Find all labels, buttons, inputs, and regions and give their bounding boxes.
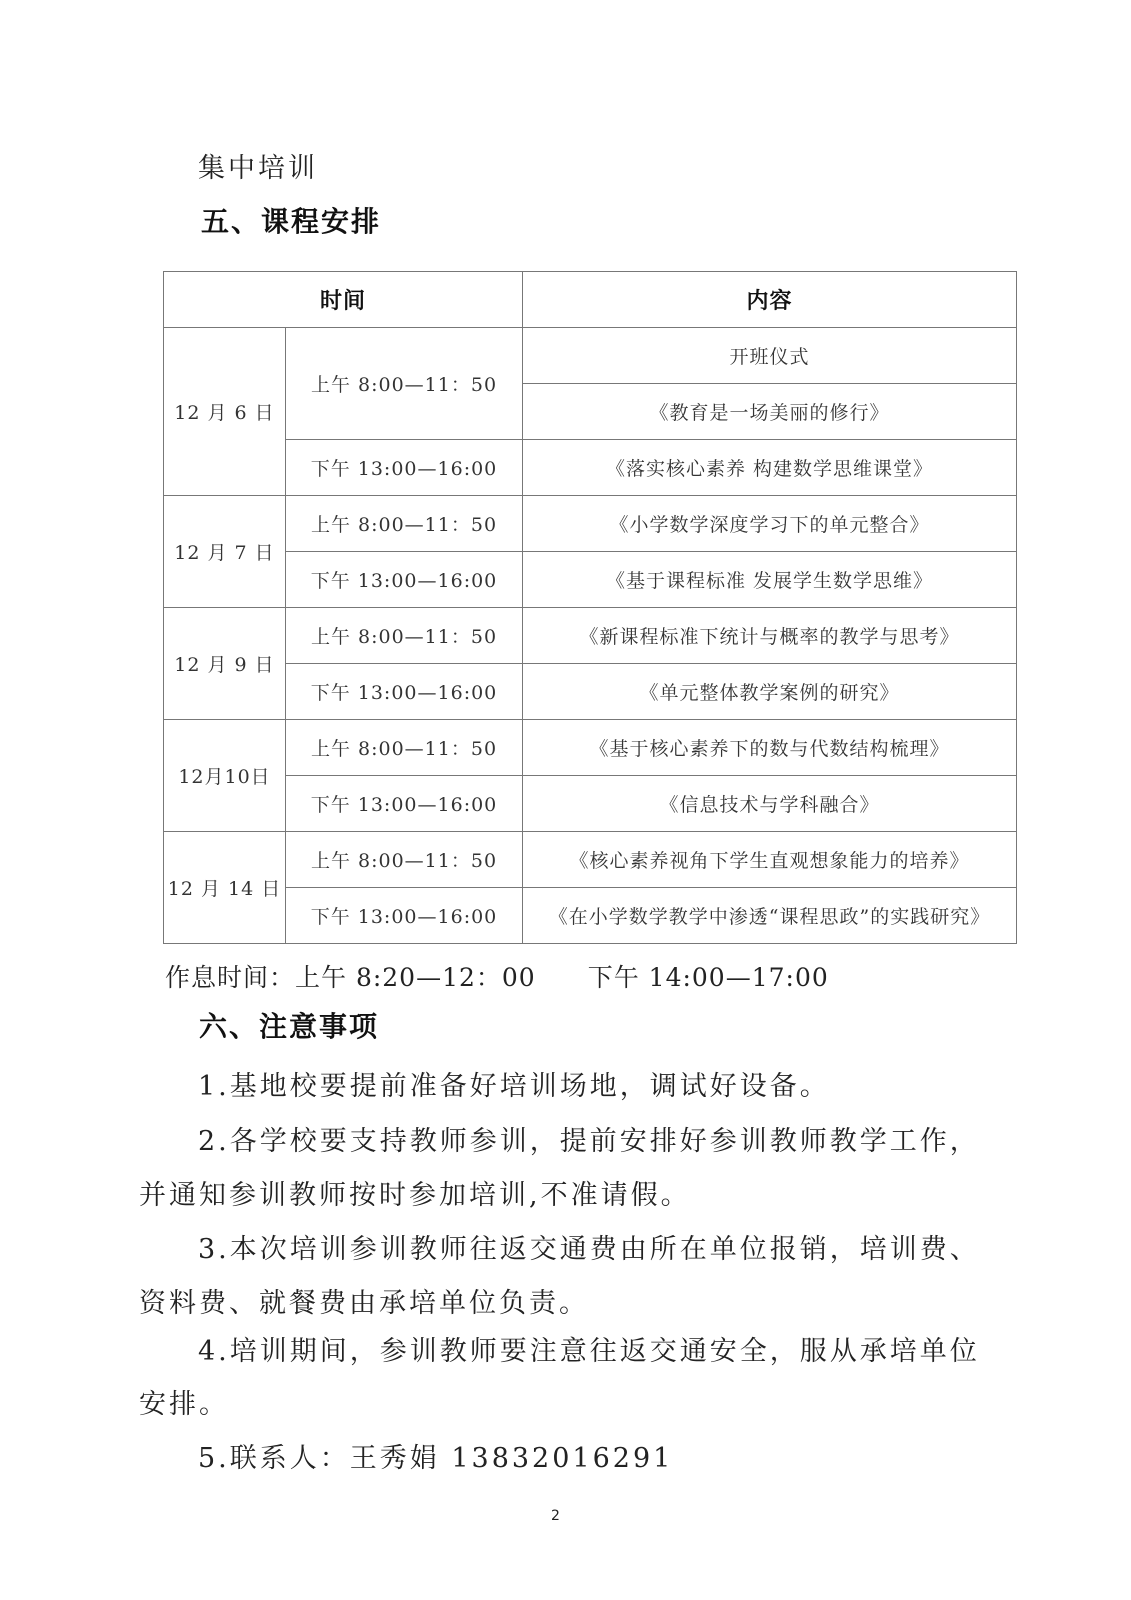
time-cell: 下午 13:00—16:00 — [286, 552, 523, 608]
header-content: 内容 — [523, 272, 1017, 328]
time-cell: 上午 8:00—11：50 — [286, 720, 523, 776]
section-5-title: 五、课程安排 — [201, 205, 382, 238]
notice-item-2-line-2: 并通知参训教师按时参加培训,不准请假。 — [139, 1180, 691, 1211]
table-row — [164, 776, 1017, 832]
page-number: 2 — [551, 1508, 560, 1524]
intro-line: 集中培训 — [198, 153, 318, 184]
table-row — [164, 496, 1017, 552]
rest-time-pm: 下午 14:00—17:00 — [587, 963, 829, 992]
content-cell: 《核心素养视角下学生直观想象能力的培养》 — [523, 832, 1017, 888]
notice-item-3-line-2: 资料费、就餐费由承培单位负责。 — [139, 1288, 589, 1319]
table-row — [164, 720, 1017, 776]
content-cell: 开班仪式 — [523, 328, 1017, 384]
table-row — [164, 552, 1017, 608]
date-cell: 12 月 6 日 — [164, 328, 286, 496]
section-6-title: 六、注意事项 — [199, 1010, 380, 1043]
content-cell: 《单元整体教学案例的研究》 — [523, 664, 1017, 720]
content-cell: 《教育是一场美丽的修行》 — [523, 384, 1017, 440]
time-cell: 上午 8:00—11：50 — [286, 328, 523, 440]
notice-item-4-line-1: 4.培训期间，参训教师要注意往返交通安全，服从承培单位 — [198, 1336, 980, 1367]
notice-item-1: 1.基地校要提前准备好培训场地，调试好设备。 — [198, 1071, 830, 1102]
table-header-row — [164, 272, 1017, 328]
time-cell: 上午 8:00—11：50 — [286, 496, 523, 552]
date-cell: 12月10日 — [164, 720, 286, 832]
time-cell: 下午 13:00—16:00 — [286, 888, 523, 944]
time-cell: 上午 8:00—11：50 — [286, 832, 523, 888]
notice-item-4-line-2: 安排。 — [139, 1389, 229, 1420]
rest-time-am: 作息时间：上午 8:20—12：00 — [165, 963, 536, 992]
table-row — [164, 440, 1017, 496]
date-cell: 12 月 9 日 — [164, 608, 286, 720]
content-cell: 《在小学数学教学中渗透“课程思政”的实践研究》 — [523, 888, 1017, 944]
notice-item-2-line-1: 2.各学校要支持教师参训，提前安排好参训教师教学工作， — [198, 1126, 980, 1157]
time-cell: 下午 13:00—16:00 — [286, 440, 523, 496]
table-row — [164, 888, 1017, 944]
table-row — [164, 664, 1017, 720]
content-cell: 《小学数学深度学习下的单元整合》 — [523, 496, 1017, 552]
time-cell: 上午 8:00—11：50 — [286, 608, 523, 664]
content-cell: 《新课程标准下统计与概率的教学与思考》 — [523, 608, 1017, 664]
table-row — [164, 832, 1017, 888]
course-schedule-table — [163, 271, 1017, 944]
date-cell: 12 月 14 日 — [164, 832, 286, 944]
content-cell: 《基于核心素养下的数与代数结构梳理》 — [523, 720, 1017, 776]
content-cell: 《落实核心素养 构建数学思维课堂》 — [523, 440, 1017, 496]
content-cell: 《基于课程标准 发展学生数学思维》 — [523, 552, 1017, 608]
notice-item-3-line-1: 3.本次培训参训教师往返交通费由所在单位报销，培训费、 — [198, 1234, 980, 1265]
notice-item-5-contact: 5.联系人：王秀娟 13832016291 — [198, 1443, 674, 1474]
header-time: 时间 — [164, 272, 523, 328]
date-cell: 12 月 7 日 — [164, 496, 286, 608]
table-row — [164, 608, 1017, 664]
rest-time-line — [165, 958, 829, 994]
time-cell: 下午 13:00—16:00 — [286, 776, 523, 832]
table-row — [164, 328, 1017, 384]
time-cell: 下午 13:00—16:00 — [286, 664, 523, 720]
content-cell: 《信息技术与学科融合》 — [523, 776, 1017, 832]
